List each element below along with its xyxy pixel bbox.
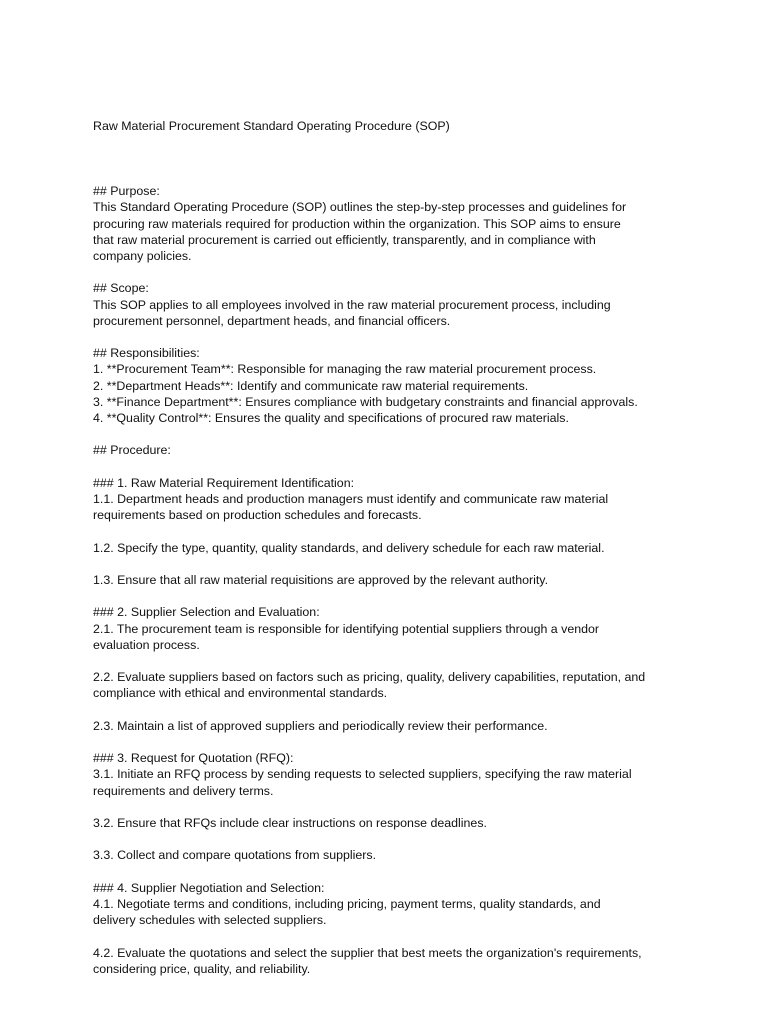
document-paragraph: [93, 669, 688, 701]
document-paragraph: [93, 604, 688, 653]
text-line: 1.2. Specify the type, quantity, quality standards, and delivery schedule for each raw material.: [93, 540, 605, 555]
text-line: considering price, quality, and reliability.: [93, 961, 311, 976]
text-line: 1. **Procurement Team**: Responsible for managing the raw material procurement process.: [93, 362, 597, 377]
text-line: 2.1. The procurement team is responsible for identifying potential suppliers through a vendor: [93, 621, 600, 636]
section-heading: ## Scope:: [93, 281, 149, 296]
section-heading: ## Responsibilities:: [93, 346, 200, 361]
document-body: [93, 183, 688, 977]
document-paragraph: [93, 442, 688, 458]
text-line: 2.3. Maintain a list of approved suppliers and periodically review their performance.: [93, 718, 548, 733]
text-line: This Standard Operating Procedure (SOP) outlines the step-by-step processes and guidelines for: [93, 200, 627, 215]
section-heading: ### 1. Raw Material Requirement Identification:: [93, 475, 355, 490]
document-paragraph: [93, 572, 688, 588]
text-line: 2. **Department Heads**: Identify and communicate raw material requirements.: [93, 378, 529, 393]
document-paragraph: [93, 945, 688, 977]
document-paragraph: [93, 847, 688, 863]
text-line: requirements and delivery terms.: [93, 783, 274, 798]
document-paragraph: [93, 750, 688, 799]
document-paragraph: [93, 183, 688, 264]
section-heading: ### 2. Supplier Selection and Evaluation:: [93, 605, 320, 620]
document-paragraph: [93, 475, 688, 524]
text-line: delivery schedules with selected suppliers.: [93, 913, 327, 928]
text-line: 3.3. Collect and compare quotations from suppliers.: [93, 848, 377, 863]
text-line: procuring raw materials required for production within the organization. This SOP aims to ensure: [93, 216, 621, 231]
title-line: Raw Material Procurement Standard Operating Procedure (SOP): [93, 119, 450, 134]
text-line: company policies.: [93, 249, 192, 264]
section-heading: ## Procedure:: [93, 443, 171, 458]
text-line: This SOP applies to all employees involved in the raw material procurement process, including: [93, 297, 611, 312]
text-line: 4.1. Negotiate terms and conditions, including pricing, payment terms, quality standards, and: [93, 896, 601, 911]
document-paragraph: [93, 280, 688, 329]
section-heading: ### 3. Request for Quotation (RFQ):: [93, 751, 294, 766]
text-line: 3.1. Initiate an RFQ process by sending requests to selected suppliers, specifying the raw material: [93, 767, 632, 782]
text-line: 3. **Finance Department**: Ensures compliance with budgetary constraints and financial approvals.: [93, 394, 638, 409]
text-line: evaluation process.: [93, 637, 200, 652]
document-paragraph: [93, 345, 688, 426]
text-line: procurement personnel, department heads, and financial officers.: [93, 313, 451, 328]
text-line: 1.3. Ensure that all raw material requisitions are approved by the relevant authority.: [93, 572, 549, 587]
document-paragraph: [93, 718, 688, 734]
text-line: 2.2. Evaluate suppliers based on factors such as pricing, quality, delivery capabilities, reputation, and: [93, 670, 646, 685]
text-line: 1.1. Department heads and production managers must identify and communicate raw material: [93, 492, 609, 506]
document-title: [93, 86, 688, 167]
text-line: requirements based on production schedules and forecasts.: [93, 508, 422, 523]
text-line: 4. **Quality Control**: Ensures the quality and specifications of procured raw materials.: [93, 411, 569, 426]
text-line: that raw material procurement is carried out efficiently, transparently, and in compliance with: [93, 232, 596, 247]
section-heading: ## Purpose:: [93, 184, 160, 199]
document-paragraph: [93, 540, 688, 556]
section-heading: ### 4. Supplier Negotiation and Selection:: [93, 880, 325, 895]
text-line: 4.2. Evaluate the quotations and select the supplier that best meets the organization's requirements,: [93, 945, 642, 960]
document-paragraph: [93, 880, 688, 929]
document-paragraph: [93, 815, 688, 831]
text-line: 3.2. Ensure that RFQs include clear instructions on response deadlines.: [93, 815, 487, 830]
text-line: compliance with ethical and environmental standards.: [93, 686, 388, 701]
